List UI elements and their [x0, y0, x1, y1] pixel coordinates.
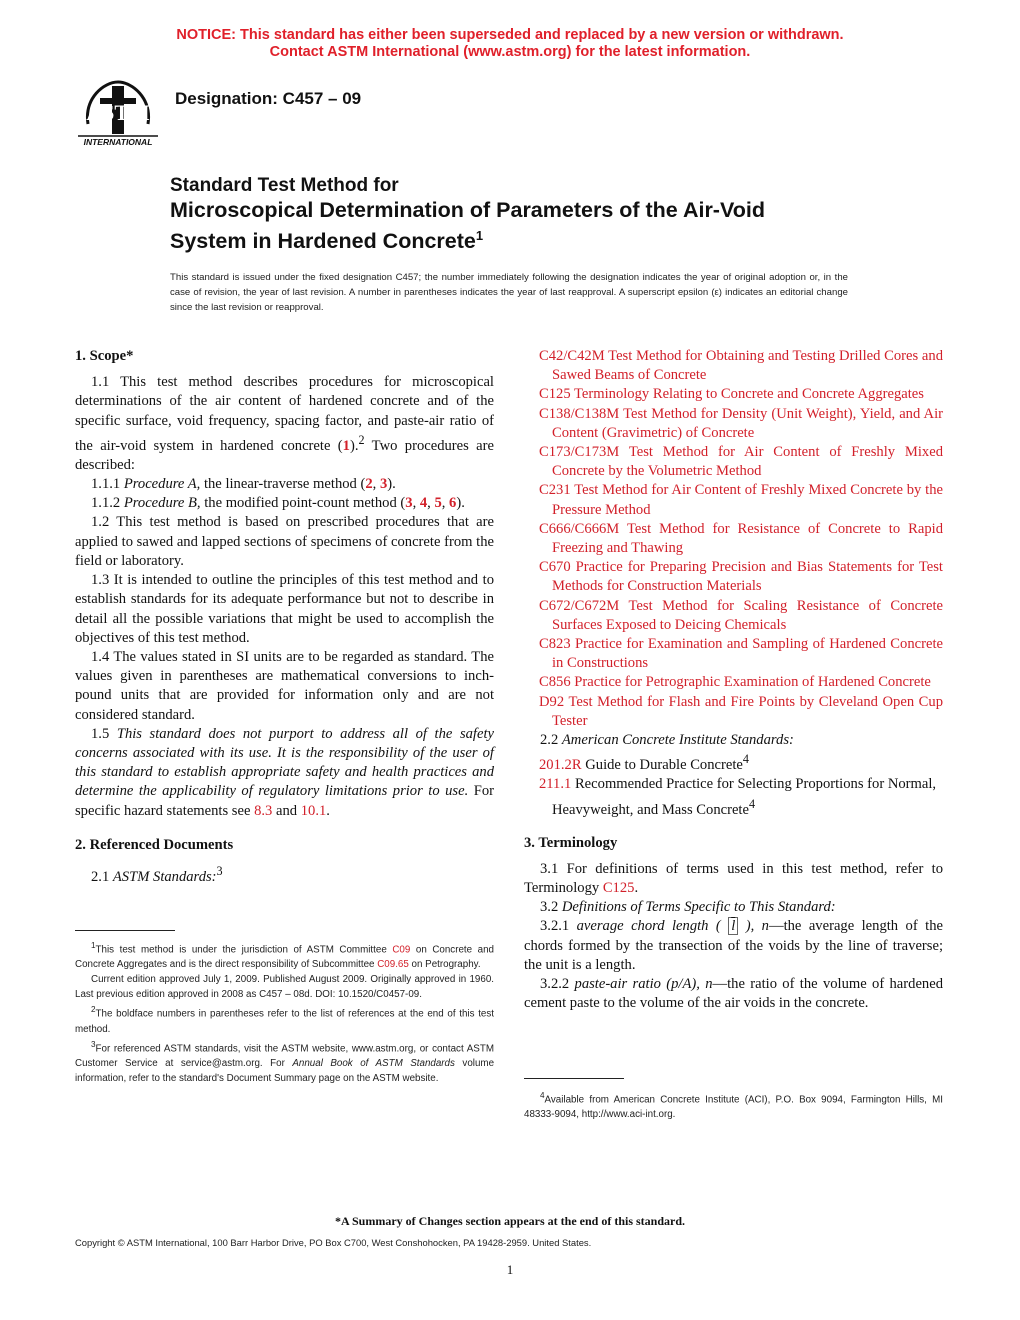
astm-ref-code[interactable]: C42/C42M: [539, 348, 605, 364]
document-title: [170, 175, 930, 254]
summary-note: *A Summary of Changes section appears at the end of this standard.: [334, 1214, 686, 1228]
astm-ref-title[interactable]: Test Method for Obtaining and Testing Drilled Cores and Sawed Beams of Concrete: [552, 348, 943, 384]
ref-link-5[interactable]: 5: [434, 495, 442, 512]
astm-ref-title[interactable]: Practice for Preparing Precision and Bias Statements for Test Methods for Construction Materials: [552, 559, 943, 595]
astm-ref-title[interactable]: Test Method for Air Content of Freshly Mixed Concrete by the Pressure Method: [552, 482, 943, 518]
astm-ref-code[interactable]: C666/C666M: [539, 520, 620, 537]
right-column: [524, 347, 943, 1013]
aci-ref-211-1: 211.1 Recommended Practice for Selecting Proportions for Normal, Heavyweight, and Mass Concrete$^4$: [539, 776, 937, 818]
astm-ref-title[interactable]: Test Method for Density (Unit Weight), Yield, and Air Content (Gravimetric) of Concrete: [552, 405, 943, 441]
para-3-2-2: 3.2.2 paste-air ratio (p/A), n—the ratio of the volume of hardened cement paste to the volume of the air voids in the concrete.: [524, 976, 943, 1012]
link-10-1[interactable]: 10.1: [300, 802, 327, 819]
footnotes-right: [524, 1088, 943, 1122]
average-chord-symbol: $\overline{l}$: [728, 917, 738, 935]
astm-logo-icon: [74, 78, 162, 148]
ref-link-3[interactable]: 3: [379, 476, 388, 493]
ref-link-6[interactable]: 6: [449, 495, 457, 512]
designation: Designation: C457 – 09: [175, 89, 362, 108]
link-c125[interactable]: C125: [602, 880, 635, 896]
astm-ref-item: [524, 520, 943, 558]
ref-link-4[interactable]: 4: [419, 495, 428, 512]
astm-ref-item: [524, 597, 943, 635]
aci-ref-code[interactable]: 211.1: [539, 776, 572, 793]
astm-ref-code[interactable]: C856: [539, 674, 571, 691]
footnotes-left: [75, 938, 494, 1086]
footnote-rule-right: [524, 1078, 624, 1079]
para-1-5: 1.5 This standard does not purport to address all of the safety concerns associated with its use. It is the responsibility of the user of this standard to establish appropriate safety and health practices and determine the applicability of regulatory limitations prior to use. For specific hazard statements see 8.3 and 10.1.: [75, 725, 494, 819]
notice-banner: [0, 27, 1020, 61]
astm-reference-list: [524, 347, 943, 731]
logo-text: ASTM: [86, 100, 150, 125]
astm-ref-title[interactable]: Practice for Examination and Sampling of Hardened Concrete in Constructions: [552, 636, 943, 672]
para-1-2: 1.2 This test method is based on prescribed procedures that are applied to sawed and lapped sections of specimens of concrete from the field or laboratory.: [75, 514, 494, 569]
copyright: Copyright © ASTM International, 100 Barr Harbor Drive, PO Box C700, West Conshohocken, PA 19428-2959. United States.: [75, 1237, 592, 1248]
astm-ref-item: [524, 481, 943, 519]
astm-ref-code[interactable]: C125: [539, 386, 571, 403]
astm-ref-item: [524, 635, 943, 673]
astm-logo: [74, 78, 162, 148]
astm-ref-title[interactable]: Test Method for Flash and Fire Points by Cleveland Open Cup Tester: [552, 693, 944, 729]
link-c09-65[interactable]: C09.65: [377, 959, 409, 971]
title-line-2: Microscopical Determination of Parameters of the Air-Void: [170, 198, 765, 222]
astm-ref-code[interactable]: C823: [539, 636, 571, 653]
astm-ref-code[interactable]: C672/C672M: [539, 597, 620, 614]
footnote-rule-left: [75, 930, 175, 931]
astm-ref-code[interactable]: C138/C138M: [539, 405, 620, 422]
notice-line-1: NOTICE: This standard has either been superseded and replaced by a new version or withdrawn.: [176, 27, 844, 43]
footnote-1-edition: Current edition approved July 1, 2009. Published August 2009. Originally approved in 1960. Last previous edition approved in 2008 as C457 – 08d. DOI: 10.1520/C0457-09.: [75, 974, 494, 1001]
astm-ref-item: [524, 693, 943, 731]
left-column: [75, 347, 494, 887]
section-referenced-heading: 2. Referenced Documents: [75, 836, 234, 853]
aci-ref-code[interactable]: 201.2R: [539, 757, 582, 774]
footnote-2: $^2$The boldface numbers in parentheses refer to the list of references at the end of this test method.: [75, 1005, 494, 1035]
footnote-4: $^4$Available from American Concrete Institute (ACI), P.O. Box 9094, Farmington Hills, MI 48333-9094, http://www.aci-int.org.: [524, 1091, 943, 1121]
astm-ref-code[interactable]: C173/C173M: [539, 444, 620, 461]
para-3-2-1: 3.2.1 average chord length ( $\overline{l}$ ), n—the average length of the chords formed by the transection of the voids by the line of traverse; the unit is a length.: [524, 918, 943, 973]
ref-link-3b[interactable]: 3: [405, 495, 413, 512]
section-terminology-heading: 3. Terminology: [524, 834, 618, 851]
para-3-2: 3.2 Definitions of Terms Specific to This Standard:: [540, 899, 836, 916]
para-2-1: 2.1 ASTM Standards:$^3$: [91, 863, 223, 885]
astm-ref-code[interactable]: C670: [539, 559, 571, 576]
astm-ref-title[interactable]: Terminology Relating to Concrete and Concrete Aggregates: [574, 386, 924, 403]
para-1-1: 1.1 This test method describes procedures for microscopical determinations of the air content of hardened concrete and of the specific surface, void frequency, spacing factor, and paste-air ratio of the air-void system in hardened concrete (1).$^2$ Two procedures are described:: [75, 374, 495, 473]
astm-ref-title[interactable]: Practice for Petrographic Examination of Hardened Concrete: [574, 674, 931, 691]
section-scope-heading: 1. Scope*: [75, 348, 134, 364]
logo-subtext: INTERNATIONAL: [83, 137, 153, 147]
title-line-1: Standard Test Method for: [170, 175, 399, 196]
astm-ref-item: [524, 405, 943, 443]
astm-ref-code[interactable]: D92: [539, 693, 565, 710]
page-number: 1: [506, 1262, 514, 1277]
ref-link-1[interactable]: 1: [342, 437, 350, 454]
link-c09[interactable]: C09: [392, 944, 411, 956]
title-footnote-mark: 1: [475, 228, 484, 243]
astm-ref-code[interactable]: C231: [539, 482, 571, 499]
para-3-1: 3.1 For definitions of terms used in this test method, refer to Terminology C125.: [524, 860, 943, 896]
ref-link-2[interactable]: 2: [365, 476, 373, 493]
astm-ref-item: [524, 385, 943, 404]
para-2-2: 2.2 American Concrete Institute Standards:: [540, 732, 794, 749]
para-1-1-2: 1.1.2 Procedure B, the modified point-count method (3, 4, 5, 6).: [91, 495, 465, 512]
astm-ref-title[interactable]: Test Method for Resistance of Concrete to Rapid Freezing and Thawing: [552, 520, 944, 557]
astm-ref-title[interactable]: Test Method for Air Content of Freshly Mixed Concrete by the Volumetric Method: [552, 444, 943, 480]
footnote-3: $^3$For referenced ASTM standards, visit the ASTM website, www.astm.org, or contact ASTM Customer Service at service@astm.org. For Annual Book of ASTM Standards volume information, refer to the standard's Document Summary page on the ASTM website.: [75, 1039, 495, 1084]
astm-ref-item: [524, 443, 943, 481]
para-1-1-1: 1.1.1 Procedure A, the linear-traverse method (2, 3).: [91, 476, 396, 493]
issued-note: This standard is issued under the fixed designation C457; the number immediately following the designation indicates the year of original adoption or, in the case of revision, the year of last revision. A number in parentheses indicates the year of last reapproval. A superscript epsilon (ε) indicates an editorial change since the last revision or reapproval.: [170, 272, 848, 313]
link-8-3[interactable]: 8.3: [254, 802, 273, 819]
astm-ref-title[interactable]: Test Method for Scaling Resistance of Concrete Surfaces Exposed to Deicing Chemicals: [552, 597, 943, 633]
astm-ref-item: [524, 558, 943, 596]
para-1-3: 1.3 It is intended to outline the principles of this test method and to establish standards for its adequate performance but not to describe in detail all the possible variations that might be used to accomplish the objectives of this test method.: [75, 572, 494, 646]
astm-ref-item: [524, 347, 943, 385]
aci-ref-201-2r: 201.2R Guide to Durable Concrete$^4$: [539, 752, 749, 774]
footnote-1: $^1$This test method is under the jurisdiction of ASTM Committee C09 on Concrete and Concrete Aggregates and is the direct responsibility of Subcommittee C09.65 on Petrography.: [75, 941, 494, 971]
title-line-3: System in Hardened Concrete$^1$: [170, 228, 484, 254]
para-1-4: 1.4 The values stated in SI units are to be regarded as standard. The values given in parentheses are mathematical conversions to inch-pound units that are provided for information only and are not considered standard.: [75, 648, 494, 723]
astm-ref-item: [524, 673, 943, 692]
notice-line-2: Contact ASTM International (www.astm.org) for the latest information.: [269, 44, 751, 60]
